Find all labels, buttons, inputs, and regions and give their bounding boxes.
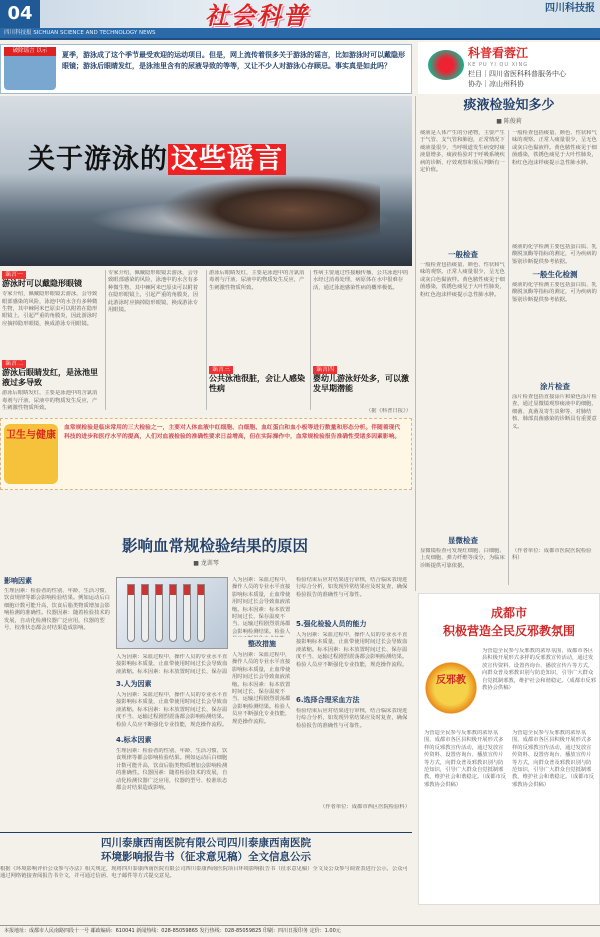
blood-source: （作者单位：成都市西区医院检验科） <box>319 804 410 810</box>
column-divider <box>206 270 207 410</box>
blood-article-title: 影响血常规检验结果的原因 <box>121 536 308 555</box>
blood-item: 5.强化检验人员的能力 <box>296 620 367 628</box>
divider <box>0 832 412 833</box>
notice-body: 根据《环境影响评价公众参与办法》相关规定，现将四川泰康西南医院有限公司四川泰康西南医院项目环境影响报告书（征求意见稿）全文及公众参与调查表进行公示，公众可通过网络链接查阅报告书全文，并可通过信函、电子邮件等方式提交意见。 <box>0 866 408 880</box>
blood-body: 生理因素：检验者的性别、年龄、生活习惯、饮食规律等都会影响检验结果。例如运动后白细胞计数可能升高，饮食后脂类物质增加会影响检测的准确性。仪器因素：随着检验技术的发展，自动化检测仪器广泛应用，仪器的型号、校准状态都会对结果造成影响。 <box>116 748 228 792</box>
blood-body: 检验结束后应对结果进行审核，结合临床表现进行综合分析，如发现异常结果应及时复查，确保检验报告的准确性与可靠性。 <box>296 577 408 598</box>
sputum-body: 痰液是人体产生的分泌物，主要产生于气管、支气管和肺泡，正常情况下痰液量很少，当呼吸道发生病变时痰液量增多，痰液检验对于呼吸系统疾病的诊断、疗效观察和预后判断有一定价值。 <box>420 130 505 174</box>
sputum-body: 一般检查包括痰量、颜色、性状和气味的观察。正常人痰量很少，呈无色或灰白色黏液样。黄色脓性痰见于细菌感染，铁锈色痰见于大叶性肺炎，粉红色泡沫样痰提示急性肺水肿。 <box>420 262 505 298</box>
intro-tag: 破除谣言 以示 <box>4 47 56 56</box>
myth-source: （据《科普日报》） <box>365 408 411 414</box>
notice-title-line2: 环境影响报告书（征求意见稿）全文信息公示 <box>101 851 311 863</box>
health-intro-text: 血常规检验是临床常用的三大检验之一，主要对人体血液中红细胞、白细胞、血红蛋白和血小板等进行数量和形态分析。伴随着现代科技的进步和医疗水平的提高，人们对血液检验的准确性要求日益增高，但在实际操作中，血常规检验报告准确性受诸多因素影响。 <box>64 425 401 440</box>
myth-tag: 谣言三 <box>209 366 233 374</box>
headline-highlight: 这些谣言 <box>168 144 286 175</box>
myth-tag: 谣言二 <box>2 360 26 368</box>
sputum-body: 痰液的化学检测主要包括蛋白质、乳酸脱氢酶等指标的测定，可为疾病的鉴别诊断提供参考依据。 <box>512 244 597 264</box>
tube-icon <box>197 584 205 642</box>
sputum-article-title: 痰液检验知多少 <box>463 98 555 113</box>
health-logo-text: 卫生与健康 <box>6 430 56 441</box>
column-divider <box>310 270 311 410</box>
myth-4 <box>313 270 411 394</box>
anticult-title-line1: 成都市 <box>490 606 527 620</box>
myth-title: 游泳时可以戴隐形眼镜 <box>2 279 82 289</box>
sputum-article-author: ■ 陈俊莉 <box>496 118 522 125</box>
myth-body: 游泳后眼睛发红，主要是泳池中的含氯消毒剂与汗液、尿液中的物质发生反应，产生刺激性物质所致。 <box>2 390 98 411</box>
sputum-section-heading: 一般检查 <box>448 250 478 259</box>
tube-icon <box>183 584 191 642</box>
myth-title: 游泳后眼睛发红，是泳池里液过多导致 <box>2 368 98 388</box>
sputum-body: 显微镜检查可发现红细胞、白细胞、上皮细胞、弹力纤维等成分，为临床诊断提供可靠依据。 <box>420 548 505 569</box>
anticult-badge-icon <box>424 656 478 720</box>
footer: 本报地址：成都市人民南路四段十一号 邮政编码：610041 新闻热线：028-85059865 发行热线：028-85059825 印刷：四川日报印务 定价：1.00元 <box>0 925 600 937</box>
myth-title: 婴幼儿游泳好处多，可以激发早期潜能 <box>313 374 409 394</box>
swimmer-figure <box>160 175 380 245</box>
blood-item: 6.选择合理采血方法 <box>296 696 360 704</box>
logo-icon <box>428 50 464 80</box>
myth-tag: 谣言一 <box>2 271 26 279</box>
tube-icon <box>169 584 177 642</box>
sputum-section-heading: 一般生化检测 <box>532 270 578 279</box>
column-divider <box>508 130 509 585</box>
blood-section-heading: 整改措施 <box>248 640 276 648</box>
myth-body-cont: 专家介绍，佩戴隐形眼镜去游泳，会导致眼部感染的风险，泳池中的水含有多种微生物，其中棘阿米巴原虫可以附着在隐形眼镜上，引起严重的角膜炎，因此游泳时应摘掉隐形眼镜，换成游泳专用眼镜。 <box>108 270 199 314</box>
blood-body: 人为因素：采血过程中，操作人员的专业水平直接影响标本质量，止血带使用时间过长会导致血液浓缩。标本因素：标本放置时间过长、保存温度不当、运输过程剧烈震荡都会影响检测结果。检验人员应不断强化专业技能，规范操作流程。 <box>232 652 291 725</box>
notice-title-line1: 四川泰康西南医院有限公司四川泰康西南医院 <box>101 837 311 849</box>
myth-3 <box>209 270 307 394</box>
main-headline <box>28 142 388 176</box>
anticult-title-line2: 积极营造全民反邪教氛围 <box>442 624 575 638</box>
blood-item: 3.人为因素 <box>116 680 152 688</box>
anticult-badge-text: 反邪教 <box>436 675 466 686</box>
blood-body: 生理因素：检验者的性别、年龄、生活习惯、饮食规律等都会影响检验结果。例如运动后白细胞计数可能升高，饮食后脂类物质增加会影响检测的准确性。仪器因素：随着检验技术的发展，自动化检测仪器广泛应用，仪器的型号、校准状态都会对结果造成影响。 <box>4 588 110 632</box>
blood-body: 检验结束后应对结果进行审核，结合临床表现进行综合分析，如发现异常结果应及时复查，确保检验报告的准确性与可靠性。 <box>296 708 408 729</box>
sputum-body: 痰液的化学检测主要包括蛋白质、乳酸脱氢酶等指标的测定，可为疾病的鉴别诊断提供参考依据。 <box>512 282 597 303</box>
column-divider <box>105 270 106 410</box>
sputum-body: 一般检查包括痰量、颜色、性状和气味的观察。正常人痰量很少，呈无色或灰白色黏液样。黄色脓性痰见于细菌感染，铁锈色痰见于大叶性肺炎，粉红色泡沫样痰提示急性肺水肿。 <box>512 130 597 166</box>
anticult-body: 为营造全民参与反邪教的浓厚氛围，成都市各区县积极开展形式多样的反邪教宣传活动，通过发放宣传资料、设置咨询台、播放宣传片等方式，向群众普及邪教识别与防范知识，引导广大群众自觉抵制邪教，维护社会和谐稳定。（成都市反邪教协会供稿） <box>512 730 595 788</box>
tube-icon <box>155 584 163 642</box>
myth-body: 性病主要通过性接触传播，公共泳池中的水经过消毒处理，病原体在水中很难存活，通过泳池感染性病的概率极低。 <box>313 270 409 291</box>
sputum-body: 涂片检查包括直接涂片和染色涂片检查，通过显微镜观察痰液中的细胞、细菌、真菌及寄生虫卵等，对肺结核、肺部真菌感染的诊断具有重要意义。 <box>512 394 597 430</box>
sputum-source: （作者单位：成都市医院医院检验科） <box>512 548 592 562</box>
blood-body: 人为因素：采血过程中，操作人员的专业水平直接影响标本质量，止血带使用时间过长会导致血液浓缩。标本因素：标本放置时间过长、保存温度不当、运输过程剧烈震荡都会影响检测结果。检验人员应不断强化专业技能，规范操作流程。 <box>296 632 408 668</box>
column-title: 社会科普 <box>205 1 309 30</box>
column-logo-pinyin: KE PU YI QU XING <box>468 62 529 68</box>
sputum-section-heading: 涂片检查 <box>540 382 570 391</box>
headline-prefix: 关于游泳的 <box>28 144 168 175</box>
tube-icon <box>127 584 135 642</box>
column-host: 栏目｜四川省医科科普服务中心 <box>468 70 566 78</box>
newspaper-name: 四川科技报 <box>545 3 595 14</box>
tube-icon <box>141 584 149 642</box>
notice-title <box>0 836 412 864</box>
anticult-body: 为营造全民参与反邪教的浓厚氛围，成都市各区县积极开展形式多样的反邪教宣传活动，通过发放宣传资料、设置咨询台、播放宣传片等方式，向群众普及邪教识别与防范知识，引导广大群众自觉抵制邪教，维护社会和谐稳定。（成都市反邪教协会供稿） <box>424 730 507 788</box>
sputum-section-heading: 显微检查 <box>448 536 478 545</box>
myth-body: 专家介绍，佩戴隐形眼镜去游泳，会导致眼部感染的风险，泳池中的水含有多种微生物，其中棘阿米巴原虫可以附着在隐形眼镜上，引起严重的角膜炎，因此游泳时应摘掉隐形眼镜，换成游泳专用眼镜。 <box>2 291 98 327</box>
blood-tubes-photo <box>116 577 228 649</box>
myth-1 <box>2 270 102 420</box>
page-number: 04 <box>0 0 40 28</box>
myth-body: 游泳后眼睛发红，主要是泳池中的含氯消毒剂与汗液、尿液中的物质发生反应，产生刺激性物质所致。 <box>209 270 305 291</box>
blood-body: 人为因素：采血过程中，操作人员的专业水平直接影响标本质量，止血带使用时间过长会导致血液浓缩。标本因素：标本放置时间过长、保存温 <box>116 654 228 674</box>
column-co-host: 协办｜凉山州科协 <box>468 80 524 88</box>
blood-body: 人为因素：采血过程中，操作人员的专业水平直接影响标本质量，止血带使用时间过长会导致血液浓缩。标本因素：标本放置时间过长、保存温度不当、运输过程剧烈震荡都会影响检测结果。检验人员应不断强化专业技能，规范操作流程。 <box>116 692 228 728</box>
myth-tag: 谣言四 <box>313 366 337 374</box>
blood-article-author: ■ 龙训琴 <box>193 560 219 567</box>
masthead-strip: 四川科技报 SICHUAN SCIENCE AND TECHNOLOGY NEWS <box>0 28 600 38</box>
intro-text: 夏季，游泳成了这个季节最受欢迎的运动项目。但是，网上流传着很多关于游泳的谣言，比如游泳时可以戴隐形眼镜；游泳后眼睛发红，是泳池里含有的尿液导致的等等，又让不少人对游泳心存顾忌。事实真是如此吗？ <box>62 51 405 70</box>
blood-item: 4.标本因素 <box>116 736 152 744</box>
anticult-body: 为营造全民参与反邪教的浓厚氛围，成都市各区县积极开展形式多样的反邪教宣传活动，通过发放宣传资料、设置咨询台、播放宣传片等方式，向群众普及邪教识别与防范知识，引导广大群众自觉抵制邪教，维护社会和谐稳定。（成都市反邪教协会供稿） <box>482 648 596 692</box>
column-logo-name: 科普看蓉江 <box>468 46 529 60</box>
column-divider <box>415 96 416 591</box>
myth-title: 公共泳池很脏，会让人感染性病 <box>209 374 305 394</box>
blood-body: 人为因素：采血过程中，操作人员的专业水平直接影响标本质量，止血带使用时间过长会导致血液浓缩。标本因素：标本放置时间过长、保存温度不当、运输过程剧烈震荡都会影响检测结果。检验人 <box>232 577 291 635</box>
blood-section-heading: 影响因素 <box>4 577 32 585</box>
